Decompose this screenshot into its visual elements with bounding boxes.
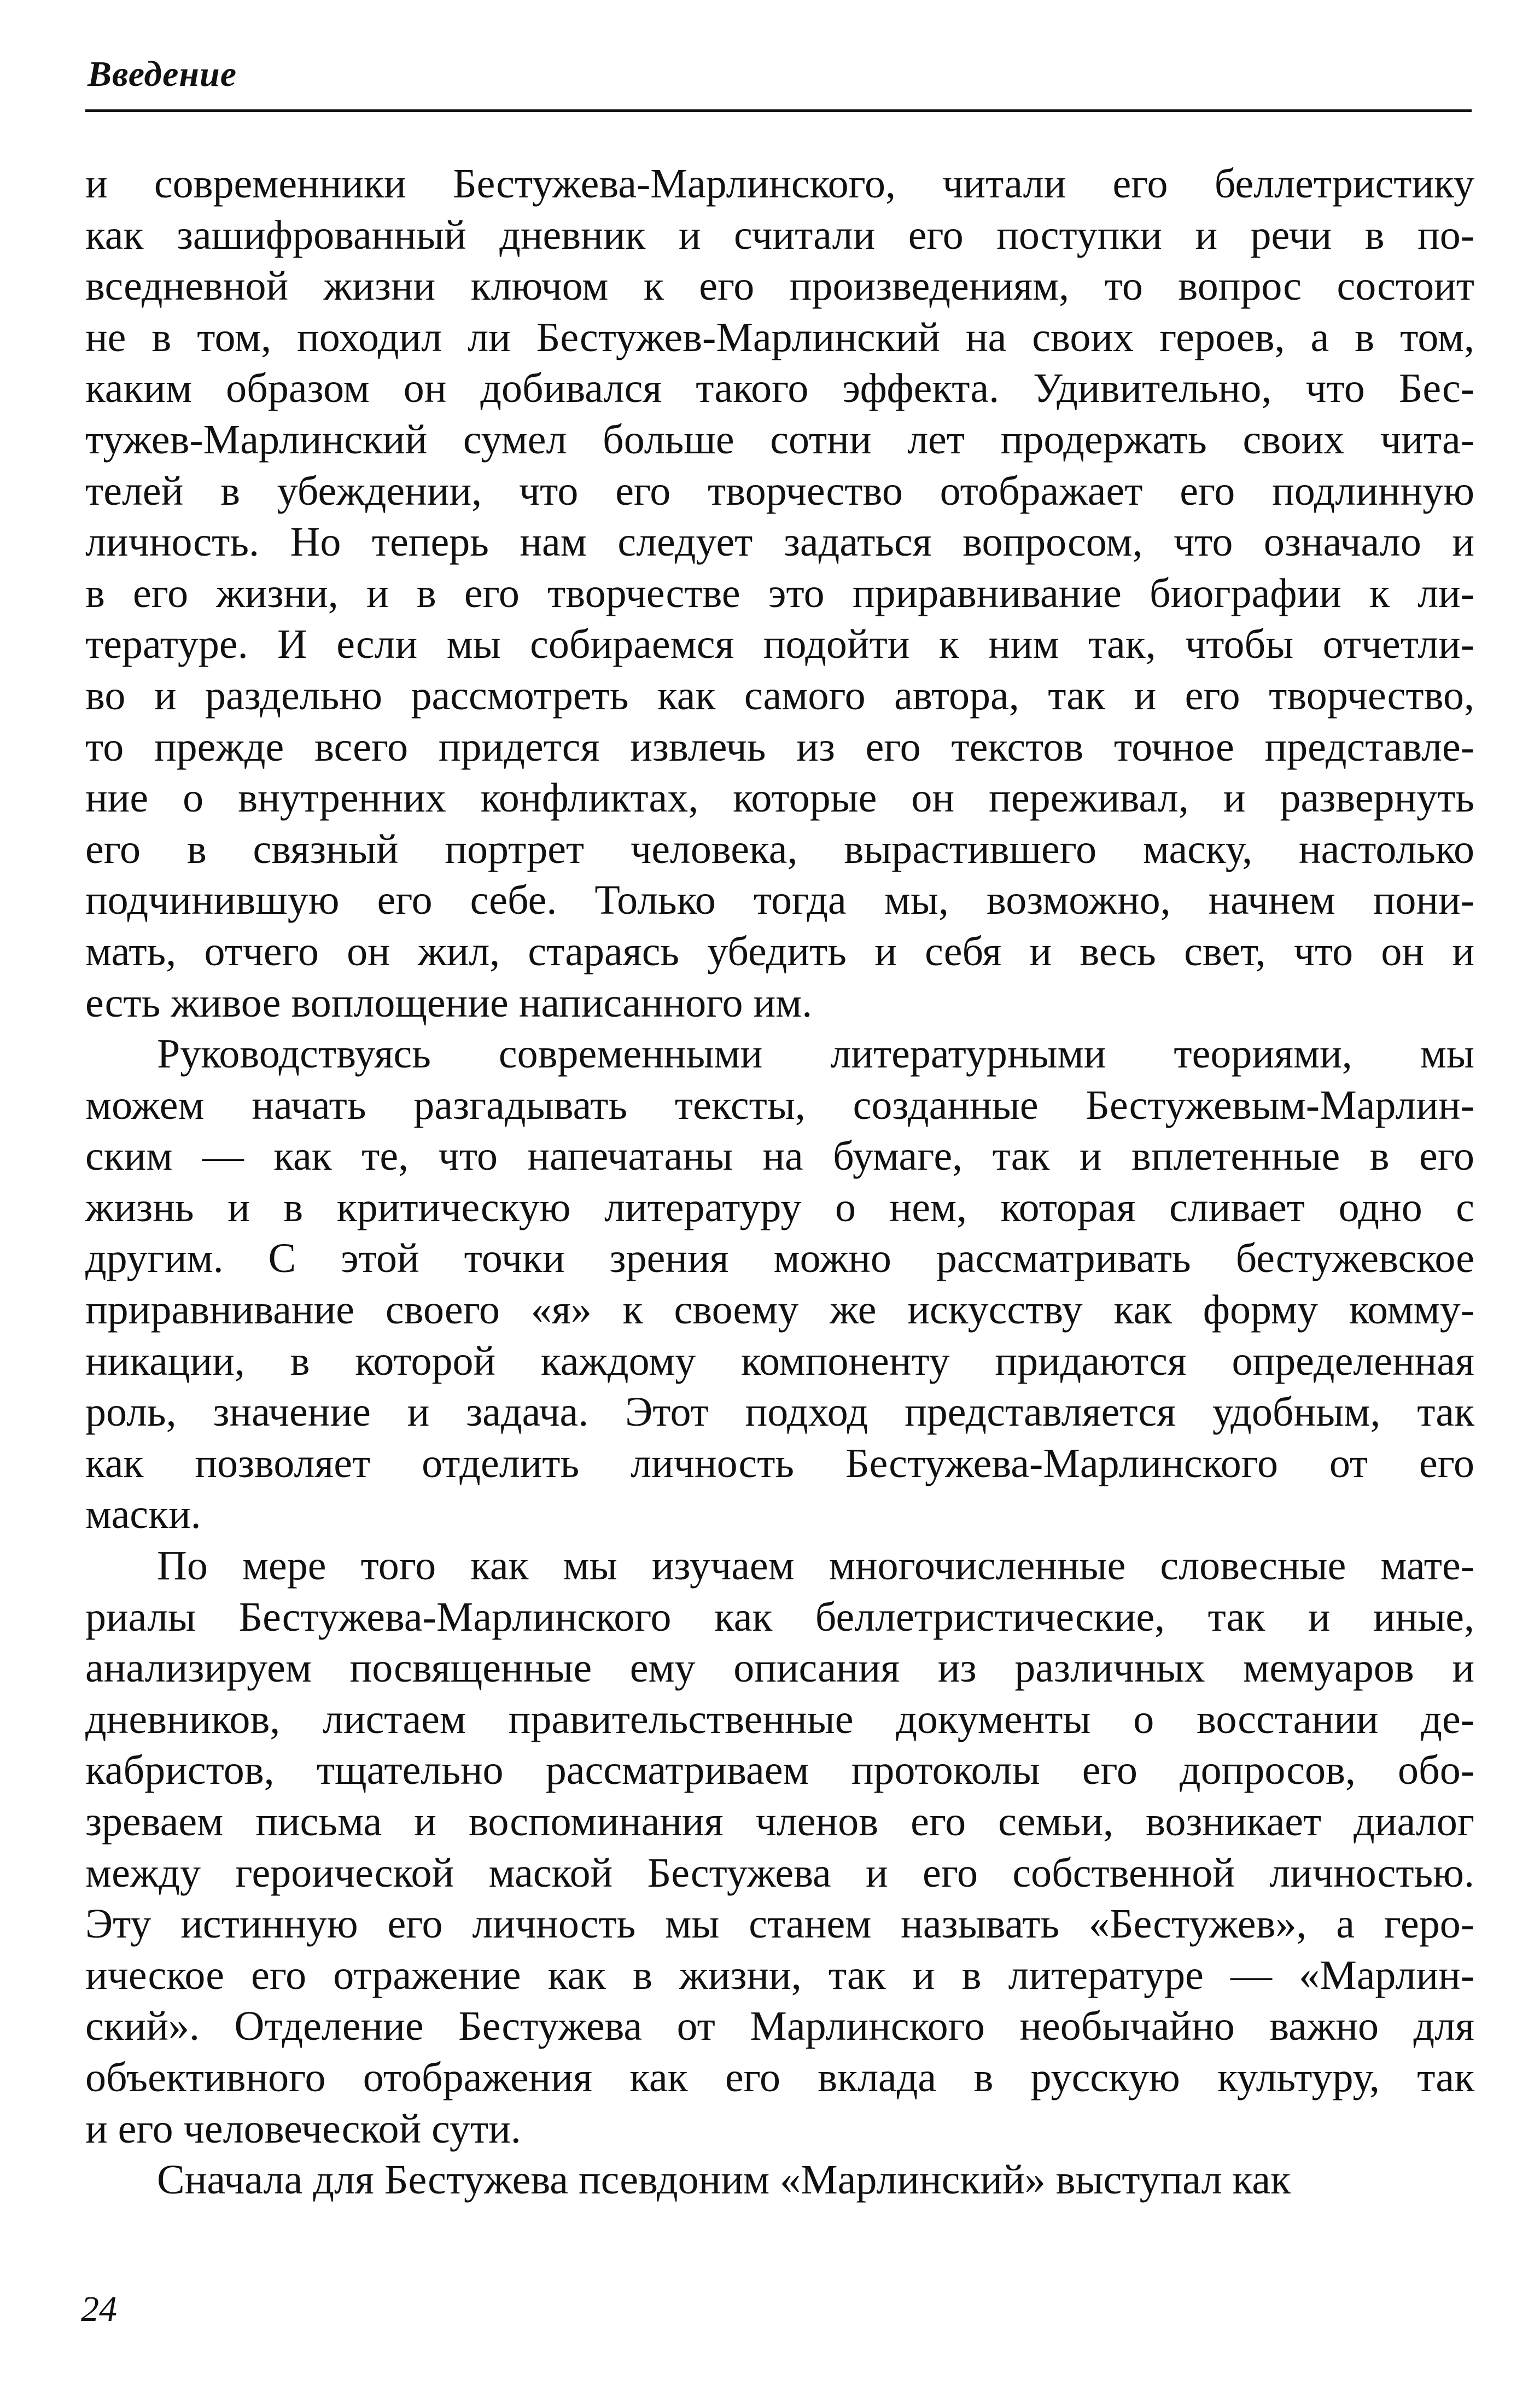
text-line: есть живое воплощение написанного им. [85,979,813,1026]
text-line: и современники Бестужева-Марлинского, читали его беллетристику [85,161,1474,207]
text-line: риалы Бестужева-Марлинского как беллетристические, так и иные, [85,1594,1474,1640]
paragraph [85,1541,1474,2155]
text-line: и его человеческой сути. [85,2105,521,2152]
text-line: зреваем письма и воспоминания членов его семьи, возникает диалог [85,1799,1474,1845]
text-line: кабристов, тщательно рассматриваем протоколы его допросов, обо- [85,1747,1474,1794]
text-line: вседневной жизни ключом к его произведениям, то вопрос состоит [85,263,1474,310]
paragraph [85,159,1474,1029]
text-line: роль, значение и задача. Этот подход представляется удобным, так [85,1389,1474,1436]
text-line: ние о внутренних конфликтах, которые он переживал, и развернуть [85,775,1474,821]
text-line: личность. Но теперь нам следует задаться вопросом, что означало и [85,519,1474,565]
text-line: как позволяет отделить личность Бестужева-Марлинского от его [85,1440,1474,1486]
text-line: телей в убеждении, что его творчество отображает его подлинную [85,468,1474,514]
paragraph [85,2155,1474,2206]
running-header: Введение [88,54,237,94]
text-line: маски. [85,1491,201,1538]
page-number: 24 [81,2289,117,2329]
header-rule [85,109,1472,112]
text-line: ическое его отражение как в жизни, так и в литературе — «Марлин- [85,1952,1474,1998]
paragraph [85,1029,1474,1541]
text-line: По мере того как мы изучаем многочисленные словесные мате- [157,1543,1474,1589]
text-line: то прежде всего придется извлечь из его текстов точное представле- [85,723,1474,770]
text-line: тературе. И если мы собираемся подойти к ним так, чтобы отчетли- [85,621,1474,668]
text-line: подчинившую его себе. Только тогда мы, возможно, начнем пони- [85,877,1474,924]
text-line: его в связный портрет человека, вырастившего маску, настолько [85,826,1474,872]
main-text [85,159,1474,2206]
text-line: мать, отчего он жил, стараясь убедить и себя и весь свет, что он и [85,928,1474,975]
text-line: Эту истинную его личность мы станем называть «Бестужев», а геро- [85,1901,1474,1947]
text-line: ским — как те, что напечатаны на бумаге, так и вплетенные в его [85,1133,1474,1180]
text-line: другим. С этой точки зрения можно рассматривать бестужевское [85,1235,1474,1282]
text-line: ский». Отделение Бестужева от Марлинского необычайно важно для [85,2003,1474,2050]
text-line: Сначала для Бестужева псевдоним «Марлинский» выступал как [157,2157,1291,2203]
text-line: можем начать разгадывать тексты, созданные Бестужевым-Марлин- [85,1082,1474,1128]
text-line: анализируем посвященные ему описания из различных мемуаров и [85,1645,1474,1691]
text-line: дневников, листаем правительственные документы о восстании де- [85,1696,1474,1742]
text-line: каким образом он добивался такого эффекта. Удивительно, что Бес- [85,365,1474,412]
text-line: приравнивание своего «я» к своему же искусству как форму комму- [85,1287,1474,1333]
text-line: Руководствуясь современными литературными теориями, мы [157,1031,1474,1077]
text-line: объективного отображения как его вклада в русскую культуру, так [85,2054,1474,2100]
text-line: между героической маской Бестужева и его собственной личностью. [85,1849,1474,1896]
text-line: во и раздельно рассмотреть как самого автора, так и его творчество, [85,672,1474,719]
text-line: тужев-Марлинский сумел больше сотни лет продержать своих чита- [85,416,1474,463]
text-line: жизнь и в критическую литературу о нем, которая сливает одно с [85,1184,1474,1230]
text-line: в его жизни, и в его творчестве это приравнивание биографии к ли- [85,570,1474,616]
text-line: никации, в которой каждому компоненту придаются определенная [85,1338,1474,1384]
text-line: как зашифрованный дневник и считали его поступки и речи в по- [85,212,1474,258]
text-line: не в том, походил ли Бестужев-Марлинский на своих героев, а в том, [85,314,1474,360]
